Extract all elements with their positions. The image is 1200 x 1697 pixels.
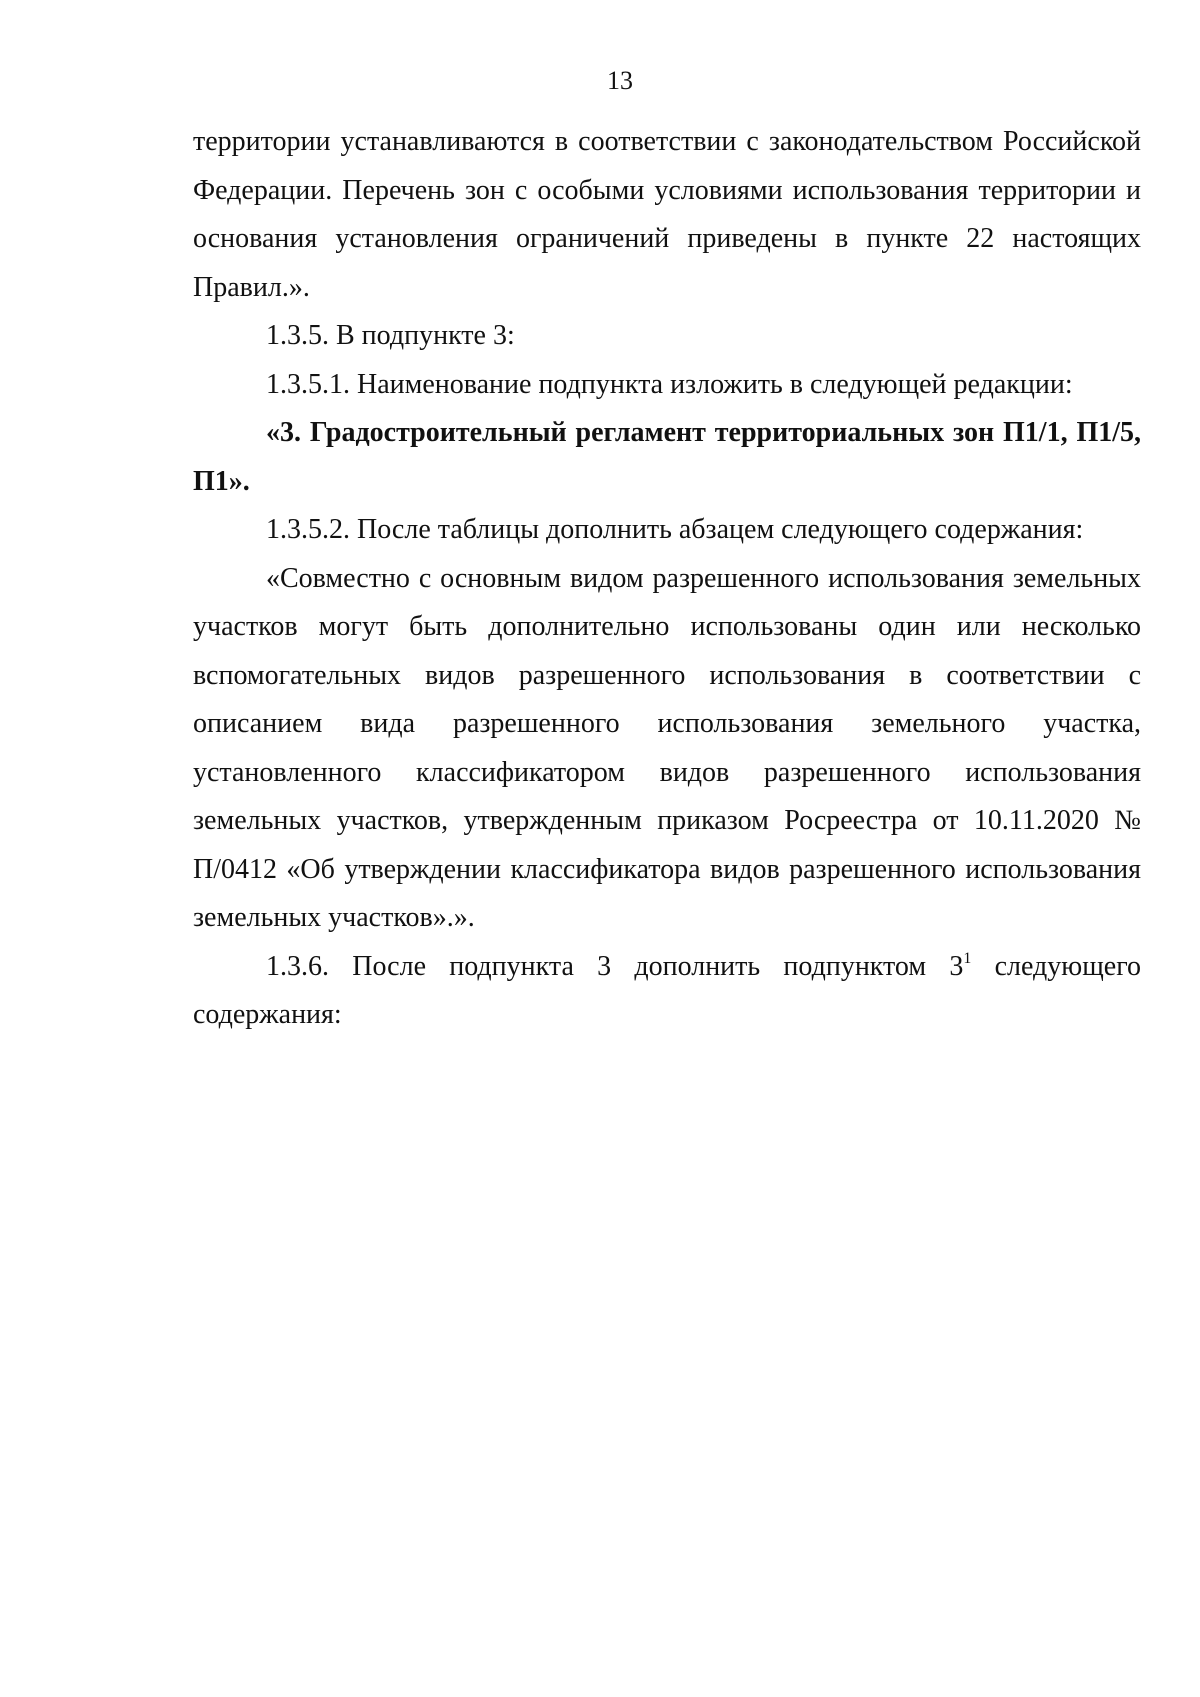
document-body: [193, 118, 1141, 1040]
paragraph-item-1-3-5-2: 1.3.5.2. После таблицы дополнить абзацем следующего содержания:: [266, 514, 1084, 545]
paragraph-item-1-3-5: 1.3.5. В подпункте 3:: [266, 320, 515, 351]
paragraph-continuation: территории устанавливаются в соответствии с законодательством Российской Федерации. Перечень зон с особыми условиями использования территории и основания установления ограничений приведены в пункте 22 настоящих Правил.».: [193, 126, 1141, 303]
paragraph-item-1-3-5-1: 1.3.5.1. Наименование подпункта изложить в следующей редакции:: [266, 368, 1073, 400]
paragraph-item-1-3-6-start: 1.3.6. После подпункта 3 дополнить подпунктом 3: [266, 950, 964, 982]
paragraph-item-1-3-6-end: следующего содержания:: [193, 950, 1141, 1030]
paragraph-quoted-text: «Совместно с основным видом разрешенного использования земельных участков могут быть дополнительно использованы один или несколько вспомогательных видов разрешенного использования в соответствии с описанием вида разрешенного использования земельного участка, установленного классификатором видов разрешенного использования земельных участков, утвержденным приказом Росреестра от 10.11.2020 № П/0412 «Об утверждении классификатора видов разрешенного использования земельных участков».».: [193, 562, 1141, 933]
paragraph-heading-regulation: «3. Градостроительный регламент территориальных зон П1/1, П1/5, П1».: [193, 417, 1141, 497]
page-number: 13: [607, 66, 633, 95]
paragraph-item-1-3-6: [193, 943, 1141, 1040]
superscript-number: 1: [963, 949, 972, 967]
